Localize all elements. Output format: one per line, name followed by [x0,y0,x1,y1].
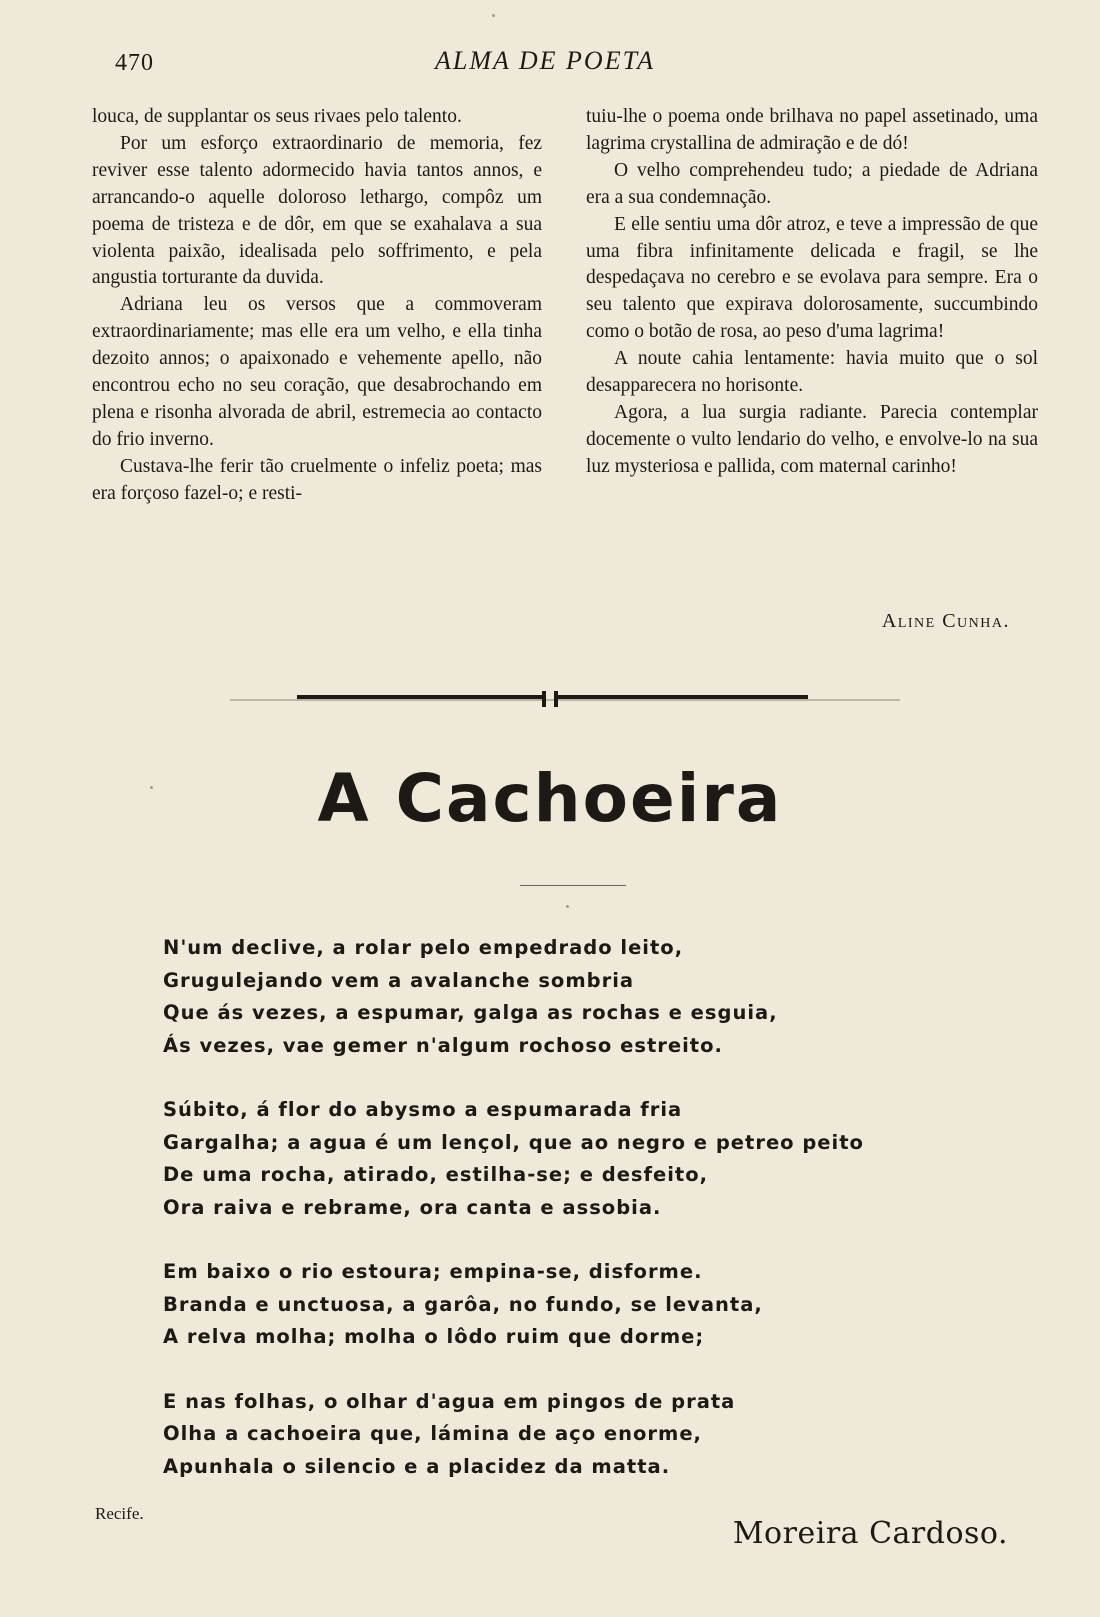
poem-line: Branda e unctuosa, a garôa, no fundo, se levanta, [163,1292,763,1316]
poem-line: De uma rocha, atirado, estilha-se; e desfeito, [163,1163,709,1186]
poem-line: Ás vezes, vae gemer n'algum rochoso estreito. [163,1033,723,1057]
page-number: 470 [115,50,154,76]
paragraph: A noute cahia lentamente: havia muito que o sol desapparecera no horisonte. [586,348,1038,397]
poem-line: E nas folhas, o olhar d'agua em pingos de prata [163,1389,736,1413]
paragraph: Por um esforço extraordinario de memoria, fez reviver esse talento adormecido havia tantos annos, e arrancando-o aquelle doloroso lethargo, compôz um poema de tristeza e de dôr, em que se exahalava a sua violenta paixão, idealisada pelo soffrimento, e pela angustia torturante da duvida. [92,132,542,289]
running-title: ALMA DE POETA [434,46,656,75]
poem-line: Súbito, á flor do abysmo a espumarada fria [163,1098,683,1121]
poem-line: Que ás vezes, a espumar, galga as rochas e esguia, [163,1001,778,1024]
paragraph: tuiu-lhe o poema onde brilhava no papel assetinado, uma lagrima crystallina de admiração e de dó! [586,106,1038,154]
stanza [163,1386,1003,1484]
stanza [163,1256,1003,1354]
story-signature: Aline Cunha. [881,610,1010,632]
poem-author: Moreira Cardoso. [732,1516,1008,1551]
paragraph: Agora, a lua surgia radiante. Parecia contemplar docemente o vulto lendario do velho, e envolve-lo na sua luz mysteriosa e pallida, com maternal carinho! [586,401,1038,477]
paragraph: O velho comprehendeu tudo; a piedade de Adriana era a sua condemnação. [586,159,1038,208]
stanza [163,932,1003,1062]
page-header [115,46,975,82]
poem-line: Em baixo o rio estoura; empina-se, disforme. [163,1260,703,1283]
print-speck [492,14,495,17]
poem-line: Olha a cachoeira que, lámina de aço enorme, [163,1422,702,1445]
paragraph: Custava-lhe ferir tão cruelmente o infeliz poeta; mas era forçoso fazel-o; e resti- [92,455,542,504]
poem-line: Grugulejando vem a avalanche sombria [163,968,635,992]
stanza [163,1094,1003,1224]
right-column [586,104,1038,481]
divider-ornament [230,688,900,708]
title-rule [520,885,626,886]
print-speck [566,905,569,908]
poem-line: N'um declive, a rolar pelo empedrado leito, [163,936,684,959]
poem-line: Apunhala o silencio e a placidez da matta. [163,1454,671,1478]
poem-line: Ora raiva e rebrame, ora canta e assobia. [163,1195,662,1219]
paragraph: Adriana leu os versos que a commoveram extraordinariamente; mas elle era um velho, e ella tinha dezoito annos; o apaixonado e vehemente apello, não encontrou echo no seu coração, que desabrochando em plena e risonha alvorada de abril, estremecia ao contacto do frio inverno. [92,294,542,450]
poem-body [163,932,1003,1515]
poem-line: A relva molha; molha o lôdo ruim que dorme; [163,1325,705,1348]
poem-line: Gargalha; a agua é um lençol, que ao negro e petreo peito [163,1130,864,1154]
paragraph: louca, de supplantar os seus rivaes pelo talento. [92,106,462,127]
place-of-origin: Recife. [95,1504,144,1523]
poem-title: A Cachoeira [317,760,783,837]
paragraph: E elle sentiu uma dôr atroz, e teve a impressão de que uma fibra infinitamente delicada e fragil, se lhe despedaçava no cerebro e se evolava para sempre. Era o seu talento que expirava dolorosamente, succumbindo como o botão de rosa, ao peso d'uma lagrima! [586,213,1038,343]
left-column [92,104,542,508]
print-speck [150,786,153,789]
